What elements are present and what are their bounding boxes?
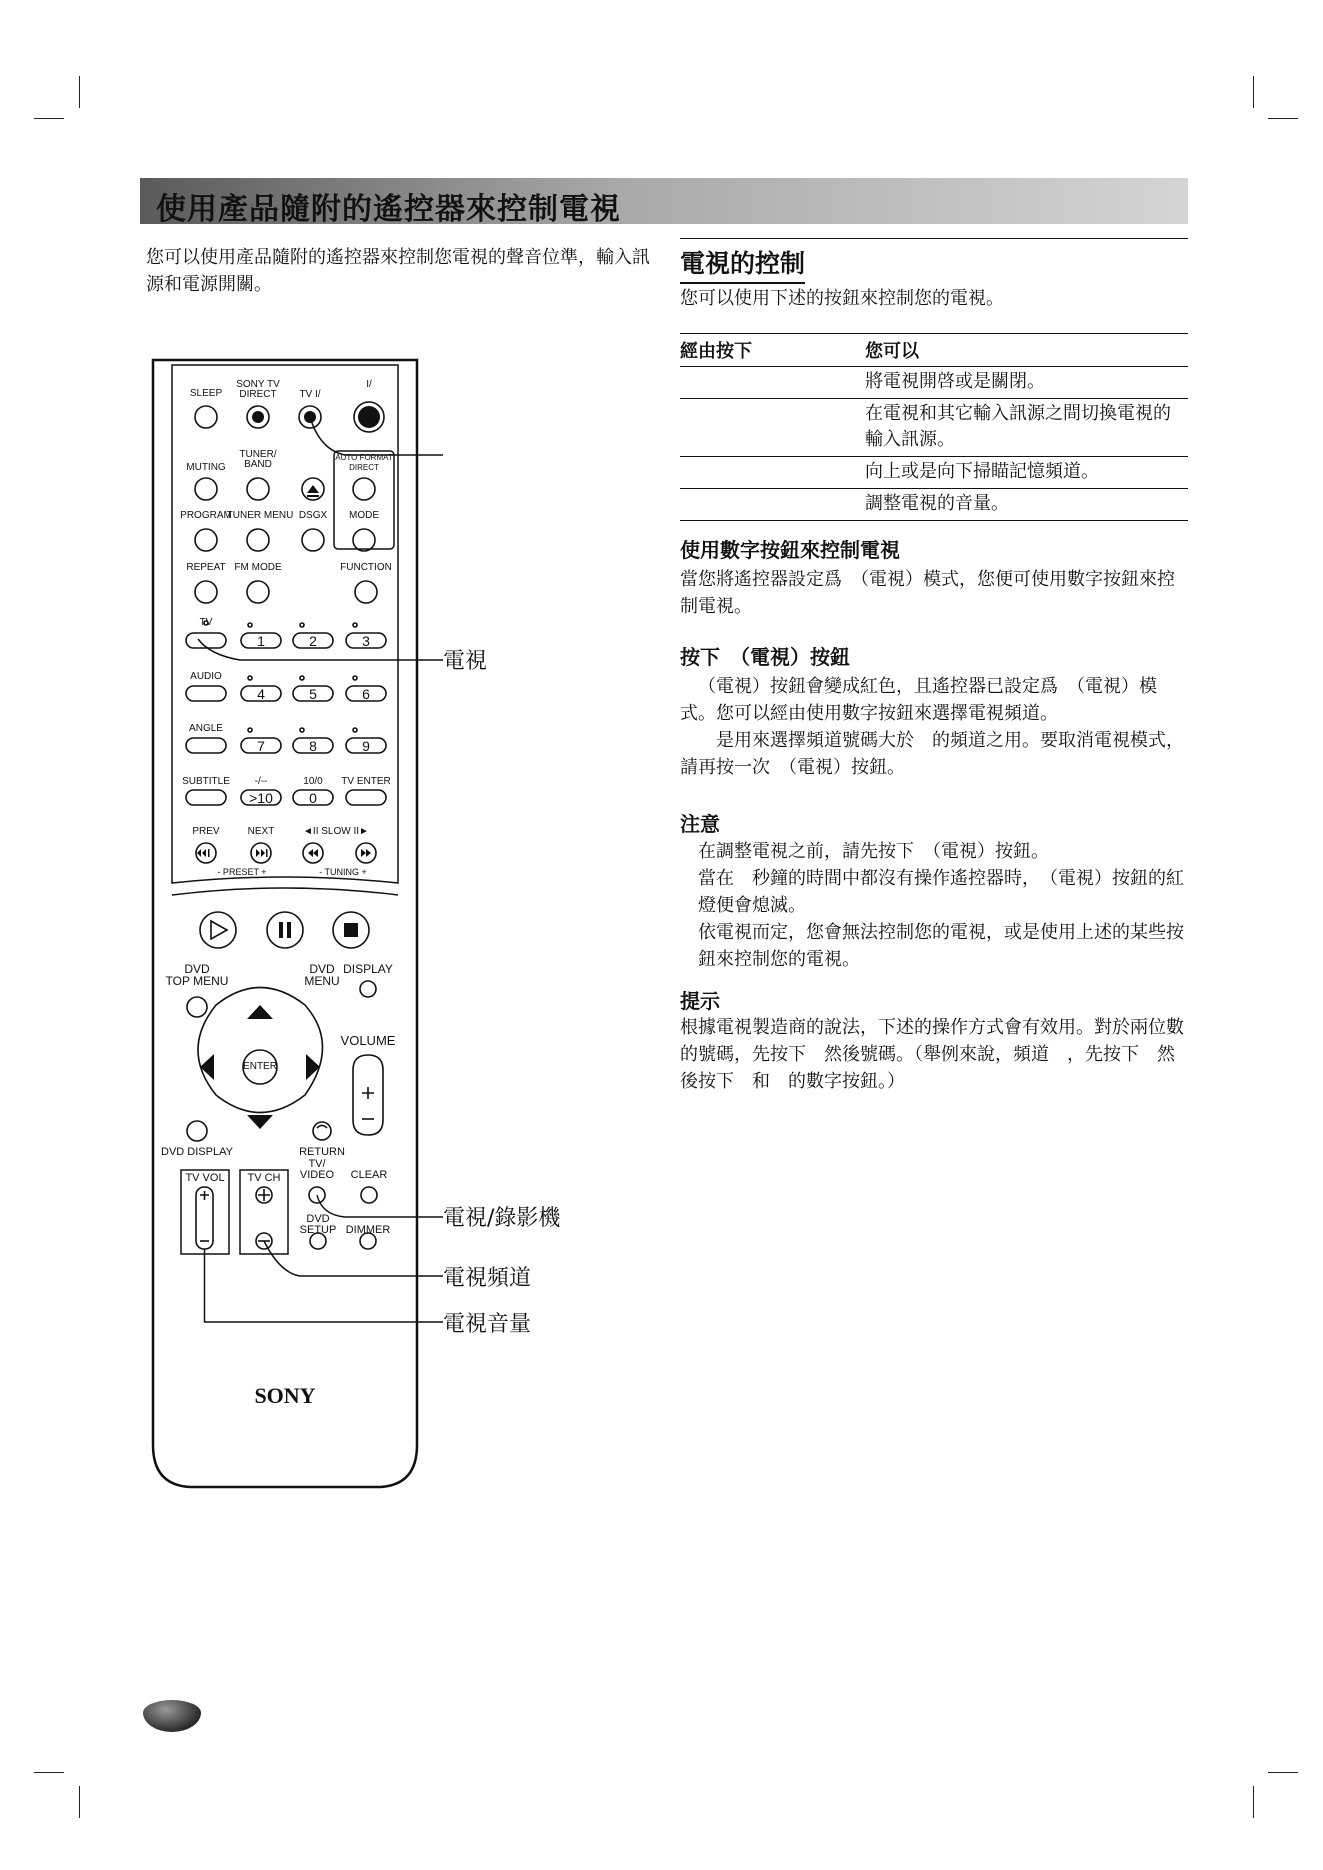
subtitle-button[interactable] xyxy=(186,790,226,805)
dvd-display-button[interactable] xyxy=(187,1121,207,1141)
stop-icon xyxy=(344,923,358,937)
remote-body xyxy=(153,360,417,1487)
page-title: 使用產品隨附的遙控器來控制電視 xyxy=(156,192,621,227)
forward-icon xyxy=(361,849,371,857)
eject-icon xyxy=(307,485,319,497)
dot-icon xyxy=(252,411,264,423)
page-number-tab xyxy=(143,1700,201,1732)
tuner-band-button[interactable] xyxy=(247,478,269,500)
crop-mark xyxy=(34,118,64,119)
dvd-top-menu-button[interactable] xyxy=(187,997,207,1017)
dvd-setup-label: SETUP xyxy=(299,1224,337,1236)
plus-icon xyxy=(258,1189,270,1201)
function-label: FUNCTION xyxy=(340,562,392,573)
clear-label: CLEAR xyxy=(350,1169,388,1181)
tuning-label: - TUNING + xyxy=(319,867,367,877)
return-icon xyxy=(317,1126,327,1129)
display-label: DISPLAY xyxy=(343,962,393,976)
auto-format-button[interactable] xyxy=(353,478,375,500)
num-8-label: 8 xyxy=(309,738,317,754)
numeric-text: 當您將遙控器設定爲 （電視）模式，您便可使用數字按鈕來控制電視。 xyxy=(680,569,1175,617)
table-header-row xyxy=(680,334,1188,367)
control-table xyxy=(680,333,1188,521)
num-7-label: 7 xyxy=(257,738,265,754)
tv-control-title: 電視的控制 xyxy=(680,244,805,284)
enter-label: ENTER xyxy=(243,1061,277,1072)
table-header: 經由按下 xyxy=(680,334,865,367)
pause-icon xyxy=(279,922,283,938)
crop-mark xyxy=(79,76,80,108)
play-icon xyxy=(211,921,227,939)
dvd-top-menu-label: TOP MENU xyxy=(165,974,229,988)
table-cell: 將電視開啓或是關閉。 xyxy=(865,367,1188,399)
arrow-right-icon xyxy=(306,1054,320,1080)
angle-label: ANGLE xyxy=(189,723,223,734)
tv-label: TV xyxy=(199,617,213,628)
led-dot xyxy=(353,623,357,627)
num-2-label: 2 xyxy=(309,633,317,649)
muting-button[interactable] xyxy=(195,478,217,500)
tips-title: 提示 xyxy=(680,989,720,1013)
led-dot xyxy=(300,623,304,627)
plus-icon xyxy=(200,1191,209,1200)
table-row xyxy=(680,457,1188,489)
program-label: PROGRAM xyxy=(180,510,232,521)
notes-title: 注意 xyxy=(680,812,720,836)
press-tv-title: 按下 （電視）按鈕 xyxy=(680,645,850,669)
dvd-setup-label: DVD xyxy=(306,1213,330,1225)
arrow-down-icon xyxy=(247,1115,273,1129)
press-tv-line: 是用來選擇頻道號碼大於 的頻道之用。要取消電視模式，請再按一次 （電視）按鈕。 xyxy=(680,730,1184,778)
table-cell xyxy=(680,489,865,521)
num-0-label: 0 xyxy=(309,790,317,806)
mode-label: MODE xyxy=(349,510,379,521)
led-dot xyxy=(248,623,252,627)
led-dot xyxy=(300,728,304,732)
table-row xyxy=(680,367,1188,399)
sleep-label: SLEEP xyxy=(189,388,223,399)
table-cell xyxy=(680,399,865,457)
crop-mark xyxy=(79,1786,80,1818)
table-cell: 在電視和其它輸入訊源之間切換電視的輸入訊源。 xyxy=(865,399,1188,457)
next-icon xyxy=(256,849,268,857)
crop-mark xyxy=(1253,76,1254,108)
auto-format-label: DIRECT xyxy=(349,463,379,472)
dvd-menu-label: DVD xyxy=(309,962,335,976)
audio-label: AUDIO xyxy=(190,671,222,682)
callout-tv-channel: 電視頻道 xyxy=(443,1266,532,1291)
tv-button[interactable] xyxy=(186,633,226,648)
led-dot xyxy=(248,728,252,732)
mode-button[interactable] xyxy=(353,529,375,551)
function-button[interactable] xyxy=(355,581,377,603)
num-9-label: 9 xyxy=(362,738,370,754)
tuner-band-label: BAND xyxy=(244,459,272,470)
program-button[interactable] xyxy=(195,529,217,551)
angle-button[interactable] xyxy=(186,738,226,753)
slow-label: ◄II SLOW II► xyxy=(303,826,369,837)
numeric-title: 使用數字按鈕來控制電視 xyxy=(680,538,900,562)
section-rule xyxy=(680,238,1188,239)
next-label: NEXT xyxy=(247,826,275,837)
fm-mode-button[interactable] xyxy=(247,581,269,603)
preset-label: - PRESET + xyxy=(217,867,267,877)
repeat-label: REPEAT xyxy=(186,562,226,573)
tv-power-label: TV I/ xyxy=(299,389,321,400)
dvd-display-label: DVD DISPLAY xyxy=(161,1146,233,1158)
play-button[interactable] xyxy=(200,912,236,948)
tv-video-label: TV/ xyxy=(308,1158,326,1170)
arrow-up-icon xyxy=(247,1005,273,1019)
prev-icon xyxy=(197,849,210,857)
num-10-label: >10 xyxy=(249,790,273,806)
tv-enter-label: TV ENTER xyxy=(341,776,391,787)
press-tv-text xyxy=(680,673,1190,781)
ten-zero-label: 10/0 xyxy=(303,776,323,787)
crop-mark xyxy=(1268,118,1298,119)
fm-mode-label: FM MODE xyxy=(234,562,282,573)
intro-text: 您可以使用產品隨附的遙控器來控制您電視的聲音位準，輸入訊源和電源開關。 xyxy=(146,247,650,295)
num-1-label: 1 xyxy=(257,633,265,649)
notes-list xyxy=(680,838,1190,973)
plus-icon xyxy=(362,1087,374,1099)
callout-tv-volume: 電視音量 xyxy=(443,1312,532,1337)
dvd-top-menu-label: DVD xyxy=(184,962,210,976)
subtitle-label: SUBTITLE xyxy=(182,776,230,787)
led-dot xyxy=(248,676,252,680)
table-cell xyxy=(680,457,865,489)
callout-tv-video: 電視/錄影機 xyxy=(443,1206,561,1231)
note-item: 在調整電視之前，請先按下 （電視）按鈕。 xyxy=(698,841,1049,862)
tv-control-description: 您可以使用下述的按鈕來控制您的電視。 xyxy=(680,288,1004,309)
repeat-button[interactable] xyxy=(195,581,217,603)
remote-control-illustration xyxy=(150,355,450,1505)
prev-label: PREV xyxy=(192,826,220,837)
power-label: I/ xyxy=(366,379,372,390)
table-row xyxy=(680,489,1188,521)
muting-label: MUTING xyxy=(186,462,226,473)
sony-logo: SONY xyxy=(254,1383,316,1408)
led-dot xyxy=(353,728,357,732)
return-label: RETURN xyxy=(299,1146,345,1158)
table-cell: 向上或是向下掃瞄記憶頻道。 xyxy=(865,457,1188,489)
dvd-menu-label: MENU xyxy=(304,974,340,988)
num-5-label: 5 xyxy=(309,686,317,702)
volume-label: VOLUME xyxy=(340,1033,396,1048)
crop-mark xyxy=(34,1772,64,1773)
note-item: 依電視而定，您會無法控制您的電視，或是使用上述的某些按鈕來控制您的電視。 xyxy=(698,922,1184,970)
leader-line xyxy=(317,1195,443,1217)
tuner-band-label: TUNER/ xyxy=(239,449,277,460)
num-6-label: 6 xyxy=(362,686,370,702)
tuner-menu-button[interactable] xyxy=(247,529,269,551)
tv-enter-button[interactable] xyxy=(346,790,386,805)
led-dot xyxy=(353,676,357,680)
dimmer-label: DIMMER xyxy=(345,1224,391,1236)
leader-line xyxy=(205,1249,444,1322)
audio-button[interactable] xyxy=(186,686,226,701)
dsgx-button[interactable] xyxy=(302,529,324,551)
sony-tv-direct-label: DIRECT xyxy=(239,389,277,400)
power-icon xyxy=(358,406,380,428)
tv-ch-label: TV CH xyxy=(247,1172,281,1184)
num-3-label: 3 xyxy=(362,633,370,649)
arrow-left-icon xyxy=(200,1054,214,1080)
table-header: 您可以 xyxy=(865,334,1188,367)
dsgx-label: DSGX xyxy=(298,510,328,521)
note-item: 當在 秒鐘的時間中都沒有操作遙控器時， （電視）按鈕的紅燈便會熄滅。 xyxy=(698,868,1184,916)
table-cell xyxy=(680,367,865,399)
leader-line xyxy=(198,639,443,660)
table-row xyxy=(680,399,1188,457)
tuner-menu-label: TUNER MENU xyxy=(226,510,294,521)
num-4-label: 4 xyxy=(257,686,265,702)
display-button[interactable] xyxy=(360,981,376,997)
led-dot xyxy=(300,676,304,680)
auto-format-label: AUTO FORMAT xyxy=(335,453,393,462)
crop-mark xyxy=(1268,1772,1298,1773)
dash-label: -/-- xyxy=(254,776,268,787)
pause-icon xyxy=(287,922,291,938)
sleep-button[interactable] xyxy=(195,406,217,428)
table-cell: 調整電視的音量。 xyxy=(865,489,1188,521)
callout-tv: 電視 xyxy=(443,649,488,674)
tv-video-label: VIDEO xyxy=(299,1169,335,1181)
crop-mark xyxy=(1253,1786,1254,1818)
clear-button[interactable] xyxy=(361,1187,377,1203)
rewind-icon xyxy=(308,849,318,857)
tv-vol-label: TV VOL xyxy=(185,1172,225,1184)
press-tv-line: （電視）按鈕會變成紅色，且遙控器已設定爲 （電視）模式。您可以經由使用數字按鈕來選擇電視頻道。 xyxy=(680,676,1157,724)
pause-button[interactable] xyxy=(267,912,303,948)
title-bar xyxy=(140,178,1188,227)
sony-tv-direct-label: SONY TV xyxy=(236,379,280,390)
tips-text: 根據電視製造商的說法，下述的操作方式會有效用。對於兩位數的號碼，先按下 然後號碼。（舉例來說，頻道 ，先按下 然後按下 和 的數字按鈕。） xyxy=(680,1017,1184,1092)
